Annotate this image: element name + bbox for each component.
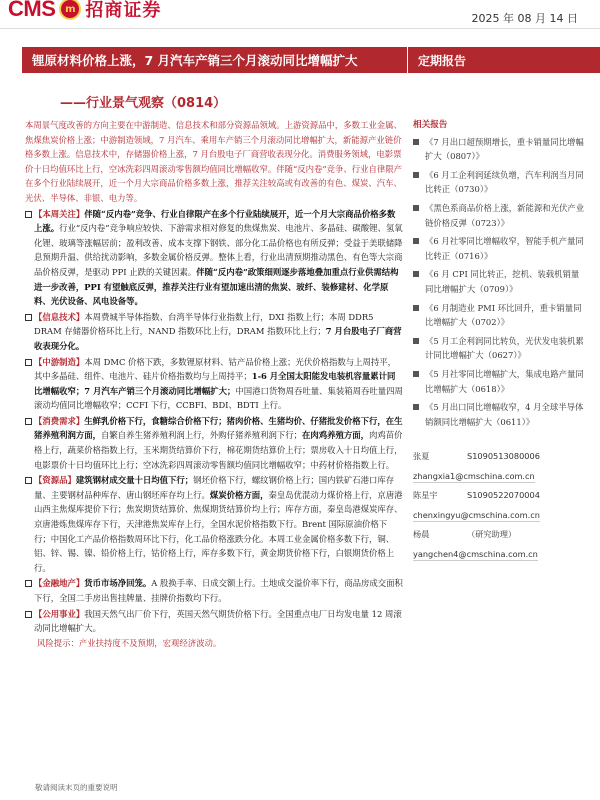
analyst-email: chenxingyu@cmschina.com.cn <box>413 509 540 520</box>
analyst-name: 杨晨 <box>413 529 430 540</box>
bullet-highlight: 生鲜乳价格下行，食糖综合价格下行；猪肉价格、生猪均价、仔猪批发价格下行，在生猪养殖利润方面， <box>34 415 403 441</box>
analyst-contacts <box>413 447 585 564</box>
bullet-tag: 【信息技术】 <box>34 311 85 322</box>
report-date: 2025 年 08 月 14 日 <box>471 12 578 25</box>
abstract-paragraph: 本周景气度改善的方向主要在中游制造、信息技术和部分资源品领域。上游资源品中，多数工业金属、焦煤焦炭价格上涨；中游制造领域，7 月汽车、乘用车产销三个月滚动同比增幅扩大，新能源产业链价格多数上涨。信息技术中，存储器价格上涨，7 月台股电子厂商营收表现分化。消费服务领域，电影票价十日均值环比上行，空冰洗彩四周滚动零售额均值同比增幅收窄。伴随“反内卷”竞争、行业自律限产在多个行业陆续展开，近一个月大宗商品价格多数上涨，推荐关注较高或有改善的有色、煤炭、汽车、光伏、半导体、非银、电力等。 <box>25 120 403 203</box>
related-report-item: 《5 月出口同比增幅收窄，4 月全球半导体销额同比增幅扩大（0611）》 <box>413 400 585 429</box>
report-type-label: 定期报告 <box>407 47 600 73</box>
header-divider <box>0 28 600 29</box>
related-reports-list <box>413 135 585 430</box>
bullet-text: 自繁自养生猪养殖利润上行，外购仔猪养殖利润下行； <box>101 430 302 441</box>
bullet-tag: 【公用事业】 <box>34 608 85 619</box>
bullet-item <box>25 576 403 605</box>
report-subtitle: ——行业景气观察（0814） <box>60 96 227 111</box>
bullet-text: 中国港口货物周吞吐量、集装箱周吞吐量四周滚动均值同比增幅收窄；CCFI 下行，CCBFI、BDI、BDTI 上行。 <box>34 385 403 411</box>
analyst-row <box>413 447 585 467</box>
bullet-text: 本周费城半导体指数、台湾半导体行业指数上行，DXI 指数上行；本周 DDR5 DRAM 存储器价格环比上行，NAND 指数环比上行，DRAM 指数环比上行； <box>34 311 374 337</box>
analyst-name: 陈星宇 <box>413 490 438 501</box>
bullet-text: A 股换手率、日成交额上行。土地成交溢价率下行，商品房成交面积下行，全国二手房出售挂牌量、挂牌价指数均下行。 <box>34 578 403 603</box>
footer-disclaimer: 敬请阅读末页的重要说明 <box>35 783 118 792</box>
analyst-code: （研究助理） <box>467 529 517 540</box>
related-reports-heading: 相关报告 <box>413 120 448 130</box>
related-report-item: 《5 月社零同比增幅扩大，集成电路产量同比增幅扩大（0618）》 <box>413 367 585 396</box>
related-report-item: 《6 月工企利润延续负增，汽车利润当月同比转正（0730）》 <box>413 168 585 197</box>
analyst-email-row <box>413 506 585 526</box>
analyst-row <box>413 525 585 545</box>
bullet-item <box>25 607 403 636</box>
bullet-text: 我国天然气出厂价下行，英国天然气期货价格下行。全国重点电厂日均发电量 12 周滚动同比增幅扩大。 <box>34 608 402 634</box>
report-title: 锂原材料价格上涨，7 月汽车产销三个月滚动同比增幅扩大 <box>22 47 407 73</box>
bullet-highlight: 在肉鸡养殖方面， <box>302 430 369 441</box>
main-content <box>25 118 403 650</box>
bullet-tag: 【资源品】 <box>34 475 76 486</box>
analyst-email: zhangxia1@cmschina.com.cn <box>413 470 535 481</box>
analyst-email: yangchen4@cmschina.com.cn <box>413 548 538 559</box>
risk-warning: 风险提示：产业扶持度不及预期，宏观经济波动。 <box>37 637 222 648</box>
related-report-item: 《6 月社零同比增幅收窄，智能手机产量同比转正（0716）》 <box>413 234 585 263</box>
bullet-highlight: 煤炭价格方面， <box>209 489 269 500</box>
bullet-item <box>25 473 403 575</box>
bullet-highlight: 1-6 月全国太阳能发电装机容量累计同比增幅收窄；7 月汽车产销三个月滚动同比增幅扩大； <box>34 371 396 396</box>
bullet-highlight: 货币市场净回笼。 <box>84 578 152 589</box>
bullet-item <box>25 414 403 472</box>
related-report-item: 《6 月制造业 PMI 环比回升，重卡销量同比增幅扩大（0702）》 <box>413 301 585 330</box>
bullet-tag: 【消费需求】 <box>34 415 85 426</box>
bullet-text: 肉鸡苗价格上行，蔬菜价格指数上行，玉米期货结算价下行，棉花期货结算价上行；票房收入十日均值上行，电影票价十日均值环比上行；空冰洗彩四周滚动零售额均值同比增幅收窄；中药材价格指数上行。 <box>34 430 403 470</box>
bullet-highlight: 7 月台股电子厂商营收表现分化。 <box>34 326 402 351</box>
bullet-highlight: 伴随“反内卷”政策细则逐步落地叠加重点行业供需结构进一步改善，PPI 有望触底反弹，推荐关注行业有望加速出清的焦炭、玻纤、装修建材、化学原料、光伏设备、风电设备等。 <box>34 266 399 307</box>
related-report-item: 《黑色系商品价格上涨，新能源和光伏产业链价格反弹（0723）》 <box>413 201 585 230</box>
analyst-email-row <box>413 545 585 565</box>
logo-badge-icon: m <box>59 0 81 20</box>
analyst-row <box>413 486 585 506</box>
bullet-list <box>25 207 403 636</box>
bullet-tag: 【本周关注】 <box>34 208 85 219</box>
bullet-text: 秦皇岛优混动力煤价格上行，京唐港山西主焦煤库提价下行；焦炭期货结算价、焦煤期货结算价均上行；库存方面，秦皇岛港煤炭库存、京唐港炼焦煤库存下行，天津港焦炭库存上行，全国水泥价格指数下行。Brent 国际原油价格下行；中国化工产品价格指数周环比下行，化工品价格涨跌分化。本周工业金属价格多数下行，铜、铝、锌、锡、镍、铅价格上行，钴价格上行，库存多数下行，黄金期货价格下行，白银期货价格上行。 <box>34 489 403 573</box>
bullet-text: 行业“反内卷”竞争响应较快、下游需求相对修复的焦煤焦炭、电池片、多晶硅、碳酸锂、氢氧化锂、玻璃等涨幅居前；盈利改善、成本支撑下钢铁、部分化工品价格也有所反弹；受益于美联储降息预期升温、供给扰动影响，多数金属价格反弹。整体上看，行业出清预期推动黑色、有色等大宗商品价格反弹，是驱动 PPI 止跌的关键因素。 <box>34 223 403 277</box>
bullet-highlight: 建筑钢材成交量十日均值下行； <box>75 475 194 486</box>
analyst-code: S1090522070004 <box>467 490 540 501</box>
analyst-email-row <box>413 467 585 487</box>
bullet-text: 钢坯价格下行，螺纹钢价格上行；国内铁矿石港口库存量、主要钢材品种库存、唐山钢坯库存均上行。 <box>34 475 395 500</box>
logo-chinese-name: 招商证券 <box>85 0 162 21</box>
bullet-item <box>25 355 403 413</box>
bullet-item <box>25 207 403 309</box>
analyst-code: S1090513080006 <box>467 451 540 462</box>
bullet-tag: 【金融地产】 <box>34 578 85 589</box>
logo-text: CMS <box>8 0 56 21</box>
bullet-tag: 【中游制造】 <box>34 356 85 367</box>
related-report-item: 《6 月 CPI 同比转正，挖机、装载机销量同比增幅扩大（0709）》 <box>413 267 585 296</box>
analyst-name: 张夏 <box>413 451 430 462</box>
cms-logo <box>8 0 161 22</box>
sidebar <box>413 118 585 564</box>
bullet-highlight: 伴随“反内卷”竞争、行业自律限产在多个行业陆续展开，近一个月大宗商品价格多数上涨。 <box>34 208 396 234</box>
bullet-item <box>25 310 403 354</box>
bullet-text: 本周 DMC 价格下跌，多数锂原材料、钴产品价格上涨；光伏价格指数与上周持平，其中多晶硅、组件、电池片、硅片价格指数均与上周持平； <box>34 356 397 382</box>
related-report-item: 《5 月工企利润同比转负，光伏发电装机累计同比增幅扩大（0627）》 <box>413 334 585 363</box>
related-report-item: 《7 月出口超预期增长，重卡销量同比增幅扩大（0807）》 <box>413 135 585 164</box>
